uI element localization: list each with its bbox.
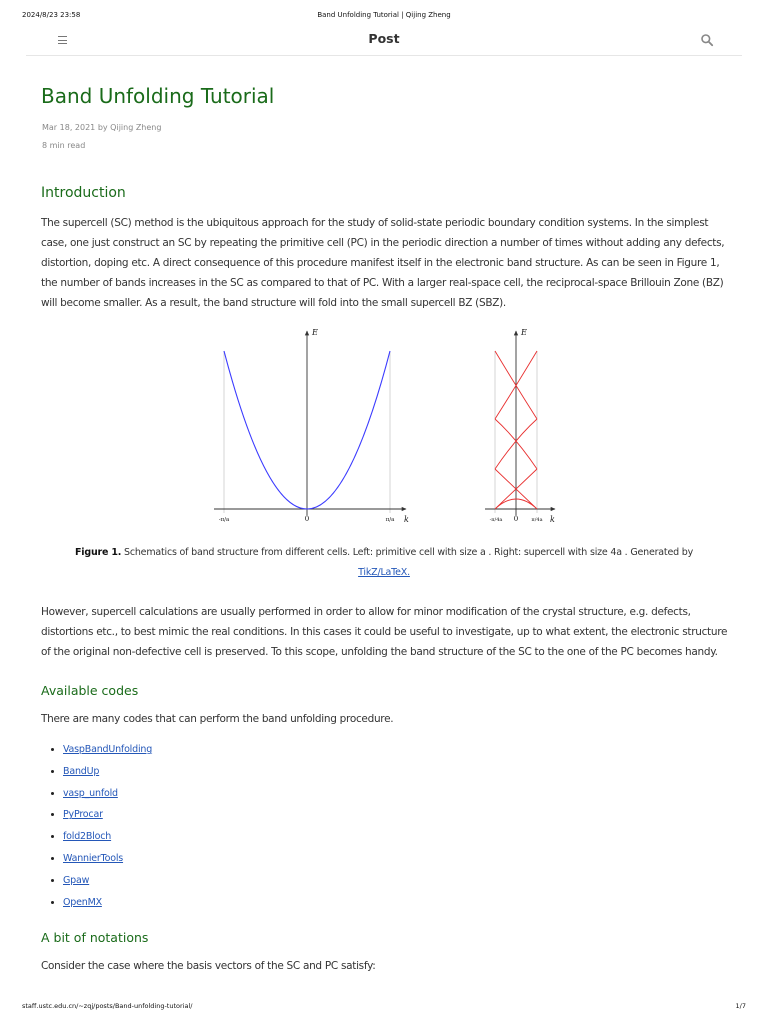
post-title: Band Unfolding Tutorial xyxy=(41,84,275,108)
list-item xyxy=(63,761,152,783)
intro-paragraph: The supercell (SC) method is the ubiquitous approach for the study of solid-state periodic boundary condition systems. In the simplest case, one just construct an SC by repeating the primitive cell (PC) in the periodic direction a number of times without adding any defects, distortion, doping etc. A direct consequence of this procedure manifest itself in the electronic band structure. As can be seen in Figure 1, the number of bands increases in the SC as compared to that of PC. With a larger real-space cell, the reciprocal-space Brillouin Zone (BZ) will become smaller. As a result, the band structure will fold into the small supercell BZ (SBZ). xyxy=(41,217,725,309)
print-page-number: 1/7 xyxy=(735,1002,746,1010)
heading-introduction: Introduction xyxy=(41,185,126,201)
search-icon[interactable] xyxy=(700,33,714,47)
left-plot xyxy=(214,328,409,524)
print-header xyxy=(0,11,768,23)
code-link-vasp-unfold[interactable]: vasp_unfold xyxy=(63,787,118,799)
code-link-pyprocar[interactable]: PyProcar xyxy=(63,809,103,821)
print-footer xyxy=(0,1002,768,1014)
list-item xyxy=(63,848,152,870)
right-tick-pos: π/4a xyxy=(531,517,543,523)
print-url: staff.ustc.edu.cn/~zqj/posts/Band-unfolding-tutorial/ xyxy=(22,1002,193,1010)
code-link-gpaw[interactable]: Gpaw xyxy=(63,874,90,886)
code-link-wanniertools[interactable]: WannierTools xyxy=(63,852,124,864)
right-tick-zero: 0 xyxy=(513,515,519,523)
figure-caption-text: Schematics of band structure from different cells. Left: primitive cell with size a . Right: supercell with size 4a . Generated by xyxy=(124,547,693,558)
post-meta xyxy=(42,123,161,132)
heading-notations: A bit of notations xyxy=(41,930,149,945)
figure-caption xyxy=(50,543,718,583)
codes-intro: There are many codes that can perform the band unfolding procedure. xyxy=(41,713,394,725)
code-link-vaspbandunfolding[interactable]: VaspBandUnfolding xyxy=(63,744,153,755)
right-tick-neg: -π/4a xyxy=(489,517,503,523)
codes-list xyxy=(40,739,152,913)
left-tick-pos: π/a xyxy=(385,517,395,523)
tikz-latex-link[interactable]: TikZ/LaTeX. xyxy=(358,567,410,578)
list-item xyxy=(63,826,152,848)
list-item xyxy=(63,870,152,892)
right-x-label: k xyxy=(550,515,555,524)
notations-paragraph: Consider the case where the basis vectors of the SC and PC satisfy: xyxy=(41,960,376,972)
list-item xyxy=(63,739,152,761)
print-date: 2024/8/23 23:58 xyxy=(22,11,81,19)
left-x-label: k xyxy=(404,515,409,524)
figure-caption-label: Figure 1. xyxy=(75,547,122,558)
left-y-label: E xyxy=(312,328,318,337)
list-item xyxy=(63,783,152,805)
code-link-fold2bloch[interactable]: fold2Bloch xyxy=(63,831,112,843)
figure-band-structure xyxy=(200,325,580,530)
heading-available-codes: Available codes xyxy=(41,683,139,698)
post-by: by xyxy=(97,123,108,132)
post-date: Mar 18, 2021 xyxy=(42,123,96,132)
code-link-bandup[interactable]: BandUp xyxy=(63,765,100,777)
left-tick-zero: 0 xyxy=(304,515,310,523)
nav-title: Post xyxy=(368,31,400,46)
author-link[interactable]: Qijing Zheng xyxy=(110,123,162,132)
list-item xyxy=(63,892,152,914)
right-y-label: E xyxy=(521,328,527,337)
read-time: 8 min read xyxy=(42,141,86,150)
left-tick-neg: -π/a xyxy=(218,517,230,523)
right-plot xyxy=(485,328,555,524)
code-link-openmx[interactable]: OpenMX xyxy=(63,896,102,908)
top-nav-bar xyxy=(26,28,742,56)
list-item xyxy=(63,804,152,826)
print-title: Band Unfolding Tutorial | Qijing Zheng xyxy=(317,11,451,19)
supercell-paragraph: However, supercell calculations are usually performed in order to allow for minor modification of the crystal structure, e.g. defects, distortions etc., to best mimic the real conditions. In this cases it could be useful to investigate, up to what extent, the electronic structure of the original non-defective cell is preserved. To this scope, unfolding the band structure of the SC to the one of the PC becomes handy. xyxy=(41,606,728,658)
